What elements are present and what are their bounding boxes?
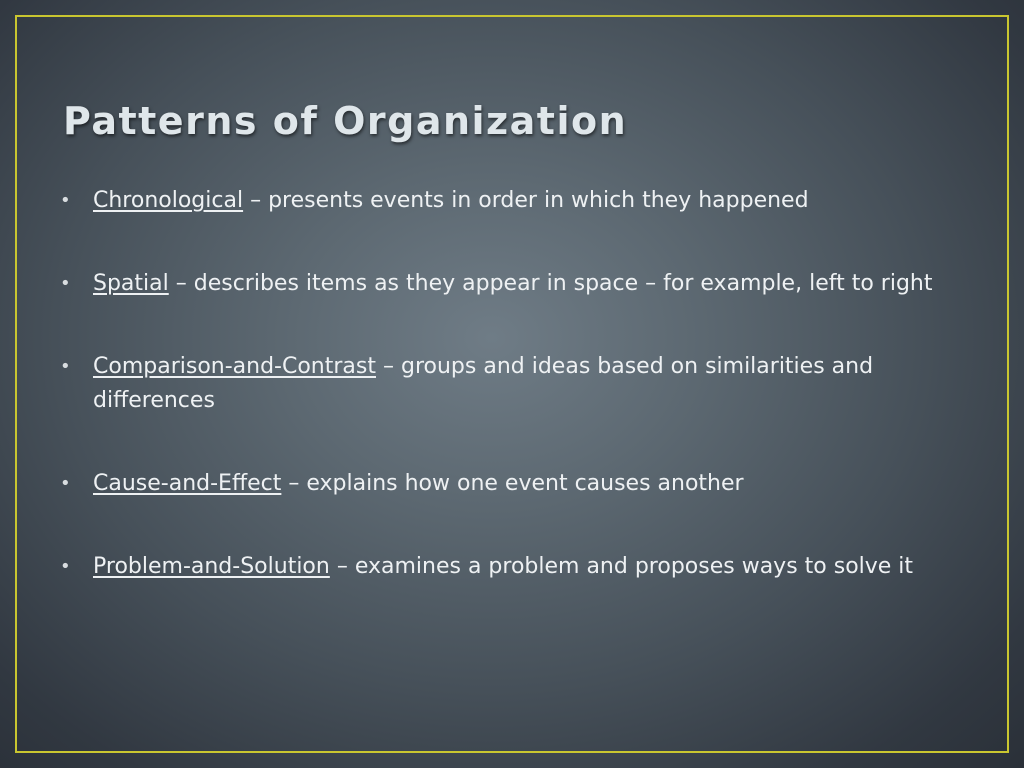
term-comparison-and-contrast: Comparison-and-Contrast — [93, 354, 376, 379]
bullet-item-comparison-and-contrast — [58, 350, 963, 418]
bullet-icon: • — [60, 273, 71, 294]
bullet-item-cause-and-effect — [58, 467, 963, 501]
bullet-icon: • — [60, 190, 71, 211]
definition-spatial: – describes items as they appear in space – for example, left to right — [168, 271, 933, 296]
definition-comparison-and-contrast: – groups and ideas based on similarities and differences — [93, 354, 874, 413]
term-problem-and-solution: Problem-and-Solution — [93, 554, 330, 579]
bullet-list — [58, 184, 963, 584]
bullet-icon: • — [60, 556, 71, 577]
definition-chronological: – presents events in order in which they happened — [243, 188, 809, 213]
bullet-icon: • — [60, 356, 71, 377]
term-spatial: Spatial — [93, 271, 169, 296]
bullet-item-chronological — [58, 184, 963, 218]
term-cause-and-effect: Cause-and-Effect — [93, 471, 282, 496]
bullet-item-problem-and-solution — [58, 550, 963, 584]
bullet-item-spatial — [58, 267, 963, 301]
definition-problem-and-solution: – examines a problem and proposes ways to solve it — [329, 554, 914, 579]
term-chronological: Chronological — [93, 188, 244, 213]
definition-cause-and-effect: – explains how one event causes another — [281, 471, 744, 496]
slide-title: Patterns of Organization — [63, 99, 628, 143]
bullet-icon: • — [60, 473, 71, 494]
